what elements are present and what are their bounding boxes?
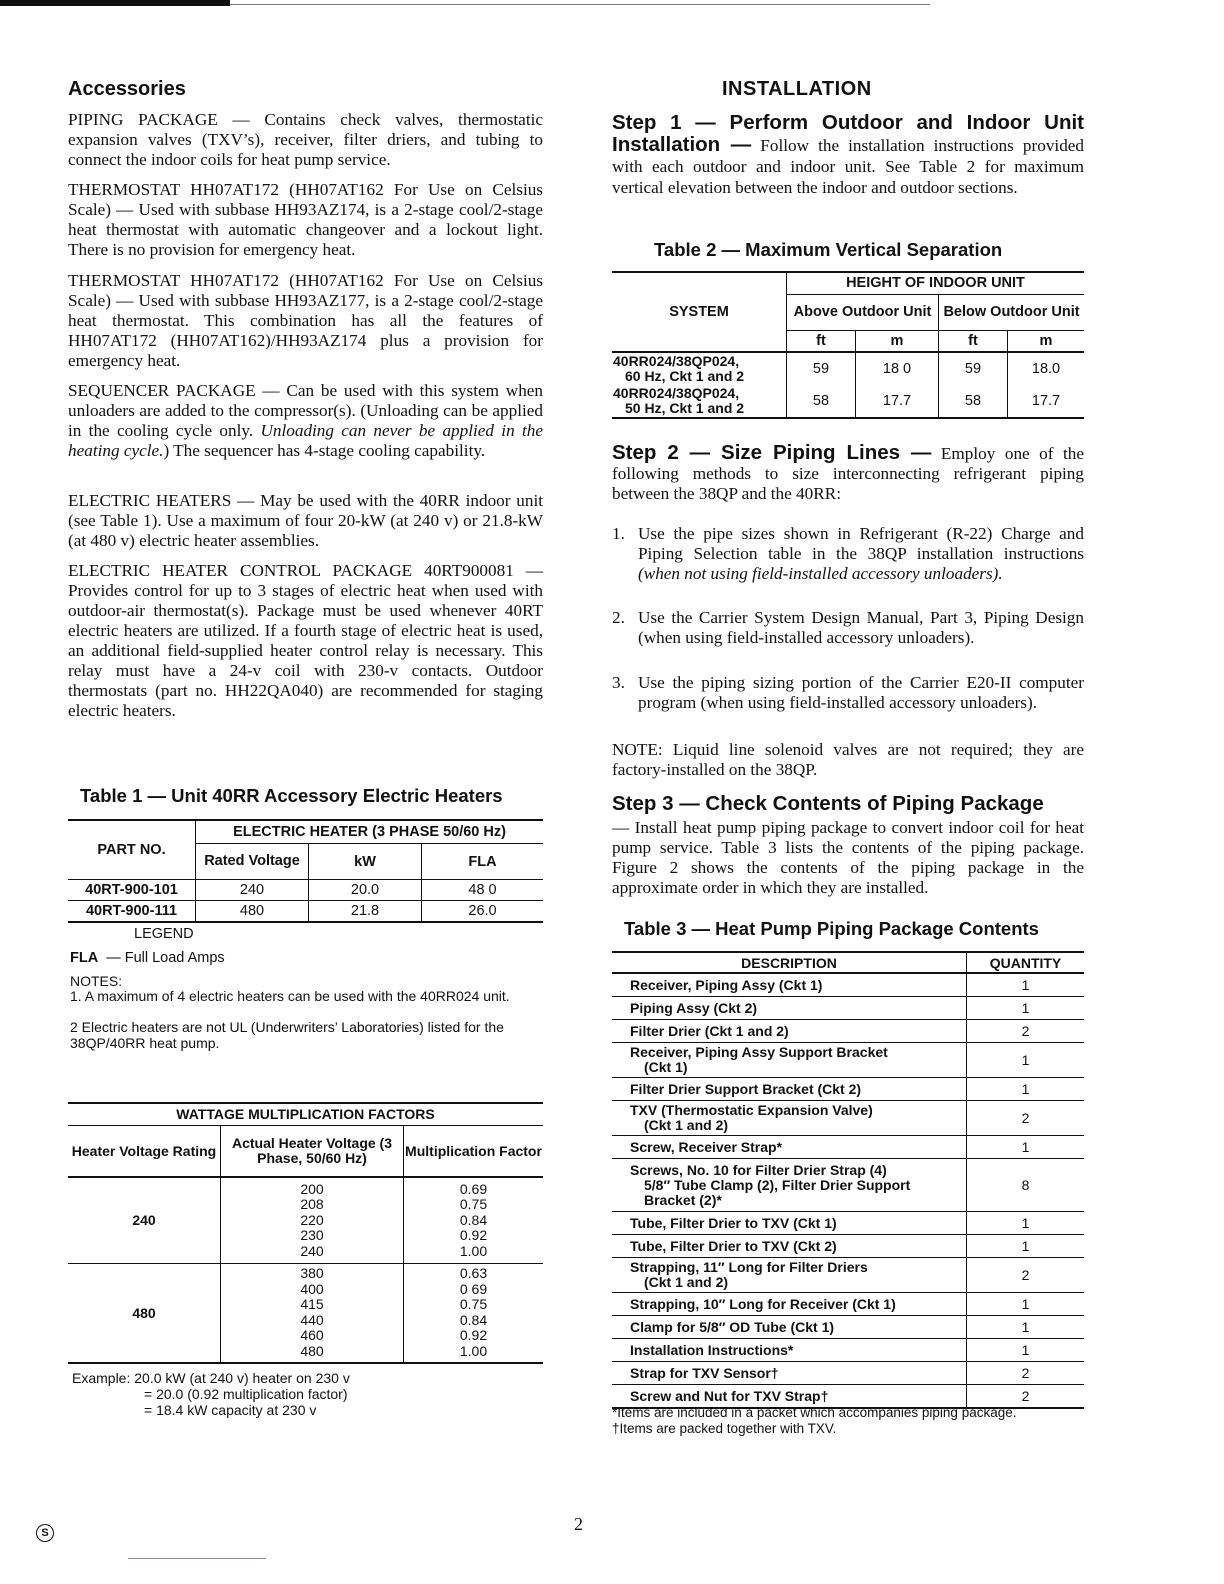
notes-title: NOTES: bbox=[70, 973, 123, 989]
step1-paragraph: Step 1 — Perform Outdoor and Indoor Unit Installation — Follow the installation instructions provided with each outdoor and indoor unit. See Table 2 for maximum vertical elevation between the indoor and outdoor sections. bbox=[612, 111, 1085, 197]
accessories-heading: Accessories bbox=[68, 78, 186, 100]
table3 bbox=[612, 951, 1084, 1409]
table-row: Tube, Filter Drier to TXV (Ckt 1) 1 bbox=[612, 1212, 1084, 1235]
table-row: Clamp for 5/8″ OD Tube (Ckt 1) 1 bbox=[612, 1316, 1084, 1339]
note-1: 1. A maximum of 4 electric heaters can be used with the 40RR024 unit. bbox=[70, 988, 510, 1004]
bottom-rule bbox=[128, 1558, 266, 1559]
table-row: Screw, Receiver Strap* 1 bbox=[612, 1136, 1084, 1159]
table1-partno-header: PART NO. bbox=[68, 820, 196, 880]
table-row: Screw and Nut for TXV Strap† 2 bbox=[612, 1385, 1084, 1409]
table-row: TXV (Thermostatic Expansion Valve) (Ckt 1 and 2) 2 bbox=[612, 1101, 1084, 1136]
top-rule bbox=[0, 0, 230, 6]
page-number: 2 bbox=[574, 1514, 583, 1534]
table2-caption: Table 2 — Maximum Vertical Separation bbox=[654, 239, 1003, 260]
table2-above-header: Above Outdoor Unit bbox=[787, 294, 939, 330]
table-row: Receiver, Piping Assy (Ckt 1) 1 bbox=[612, 973, 1084, 997]
table1-fla-header: FLA bbox=[422, 844, 544, 880]
table-row: Strapping, 10″ Long for Receiver (Ckt 1) 1 bbox=[612, 1293, 1084, 1316]
table-row: Piping Assy (Ckt 2) 1 bbox=[612, 997, 1084, 1020]
table-row: Filter Drier (Ckt 1 and 2) 2 bbox=[612, 1020, 1084, 1043]
table1-voltage-header: Rated Voltage bbox=[196, 844, 309, 880]
step3-title: Step 3 — Check Contents of Piping Package bbox=[612, 792, 1044, 815]
table3-desc-header: DESCRIPTION bbox=[612, 952, 967, 973]
table2: SYSTEM HEIGHT OF INDOOR UNIT Above Outdoor Unit Below Outdoor Unit ft m ft m 40RR024/38QP024, 60 Hz, Ckt 1 and 2 59 18 0 59 18.0 40RR024/38QP024, 50 Hz, Ckt 1 and 2 58 17.7 58 17.7 bbox=[612, 271, 1084, 419]
table1-caption: Table 1 — Unit 40RR Accessory Electric Heaters bbox=[80, 785, 503, 806]
table3-footnotes: *Items are included in a packet which accompanies piping package. †Items are packed together with TXV. bbox=[612, 1405, 1017, 1436]
table3-caption: Table 3 — Heat Pump Piping Package Contents bbox=[624, 918, 1039, 939]
top-thin-rule bbox=[230, 4, 930, 5]
table-row: Installation Instructions* 1 bbox=[612, 1339, 1084, 1362]
wattage-example: Example: 20.0 kW (at 240 v) heater on 230 v = 20.0 (0.92 multiplication factor) = 18.4 kW capacity at 230 v bbox=[72, 1370, 350, 1418]
table-row: Filter Drier Support Bracket (Ckt 2) 1 bbox=[612, 1078, 1084, 1101]
table-row: Receiver, Piping Assy Support Bracket (Ckt 1) 1 bbox=[612, 1043, 1084, 1078]
step2-paragraph: Step 2 — Size Piping Lines — Employ one of the following methods to size interconnecting refrigerant piping between the 38QP and the 40RR: bbox=[612, 441, 1084, 503]
table-row: 240 200 208 220 230 240 0.69 0.75 0.84 0.92 1.00 bbox=[68, 1177, 543, 1263]
table-row: 40RT-900-101 240 20.0 48 0 bbox=[68, 880, 543, 901]
sequencer-paragraph: SEQUENCER PACKAGE — Can be used with this system when unloaders are added to the compressor(s). (Unloading can be applied in the cooling cycle only. Unloading can never be applied in the heating cycle.) The sequencer has 4-stage cooling capability. bbox=[68, 381, 544, 460]
piping-package-paragraph: PIPING PACKAGE — Contains check valves, thermostatic expansion valves (TXV’s), receiver, filter driers, and tubing to connect the indoor coils for heat pump service. bbox=[68, 110, 543, 169]
table2-group-header: HEIGHT OF INDOOR UNIT bbox=[787, 272, 1085, 294]
table-row: Screws, No. 10 for Filter Drier Strap (4) 5/8″ Tube Clamp (2), Filter Drier Support Bracket (2)* 8 bbox=[612, 1159, 1084, 1212]
step2-title: Step 2 — Size Piping Lines — bbox=[612, 441, 932, 464]
legend-title: LEGEND bbox=[134, 926, 194, 942]
wattage-factor-header: Multiplication Factor bbox=[405, 1142, 542, 1159]
table2-below-header: Below Outdoor Unit bbox=[939, 294, 1085, 330]
table-row: Tube, Filter Drier to TXV (Ckt 2) 1 bbox=[612, 1235, 1084, 1258]
note-paragraph: NOTE: Liquid line solenoid valves are not required; they are factory-installed on the 38QP. bbox=[612, 740, 1084, 779]
list-item: 1. Use the pipe sizes shown in Refrigerant (R-22) Charge and Piping Selection table in the 38QP installation instructions (when not using field-installed accessory unloaders). bbox=[612, 524, 1084, 583]
table-row: 40RT-900-111 480 21.8 26.0 bbox=[68, 901, 543, 922]
installation-heading: INSTALLATION bbox=[722, 78, 872, 100]
heater-control-paragraph: ELECTRIC HEATER CONTROL PACKAGE 40RT900081 — Provides control for up to 3 stages of electric heat when used with outdoor-air thermostat(s). Package must be used whenever 40RT electric heaters are utilized. If a fourth stage of electric heat is used, an additional field-supplied heater control relay is necessary. This relay must have a 24-v coil with 230-v contacts. Outdoor thermostats (part no. HH22QA040) are recommended for staging electric heaters. bbox=[68, 561, 544, 720]
thermostat-177-paragraph: THERMOSTAT HH07AT172 (HH07AT162 For Use on Celsius Scale) — Used with subbase HH93AZ177, is a 2-stage cool/2-stage heat thermostat. This combination has all the features of HH07AT172 (HH07AT162)/HH93AZ174 plus a provision for emergency heat. bbox=[68, 271, 543, 370]
table-row: 40RR024/38QP024, 60 Hz, Ckt 1 and 2 59 18 0 59 18.0 bbox=[613, 353, 1061, 384]
table-row: 480 380 400 415 440 460 480 0.63 0 69 0.75 0.84 0.92 1.00 bbox=[68, 1263, 543, 1363]
wattage-title: WATTAGE MULTIPLICATION FACTORS bbox=[176, 1106, 435, 1123]
carrier-logo-icon: S bbox=[36, 1524, 54, 1542]
list-item: 3. Use the piping sizing portion of the Carrier E20-II computer program (when using field-installed accessory unloaders). bbox=[612, 673, 1084, 712]
thermostat-174-paragraph: THERMOSTAT HH07AT172 (HH07AT162 For Use on Celsius Scale) — Used with subbase HH93AZ174, is a 2-stage cool/2-stage heat thermostat with automatic changeover and a lockout light. There is no provision for emergency heat. bbox=[68, 180, 543, 259]
legend-entry: FLA — Full Load Amps bbox=[70, 950, 225, 966]
table1-group-header: ELECTRIC HEATER (3 PHASE 50/60 Hz) bbox=[196, 820, 544, 844]
list-item: 2. Use the Carrier System Design Manual, Part 3, Piping Design (when using field-installed accessory unloaders). bbox=[612, 608, 1084, 647]
note-2: 2 Electric heaters are not UL (Underwriters’ Laboratories) listed for the 38QP/40RR heat pump. bbox=[70, 1019, 504, 1051]
table-row: Strapping, 11″ Long for Filter Driers (Ckt 1 and 2) 2 bbox=[612, 1258, 1084, 1293]
wattage-table bbox=[68, 1102, 543, 1364]
table1 bbox=[68, 819, 543, 923]
table2-system-header: SYSTEM bbox=[612, 272, 787, 352]
step1-title: Step 1 — Perform Outdoor and Indoor Unit Installation — bbox=[612, 111, 1084, 156]
table3-qty-header: QUANTITY bbox=[989, 954, 1062, 971]
wattage-actual-header: Actual Heater Voltage (3 Phase, 50/60 Hz) bbox=[221, 1125, 404, 1177]
wattage-rating-header: Heater Voltage Rating bbox=[68, 1125, 221, 1177]
electric-heaters-paragraph: ELECTRIC HEATERS — May be used with the 40RR indoor unit (see Table 1). Use a maximum of four 20-kW (at 240 v) or 21.8-kW (at 480 v) electric heater assemblies. bbox=[68, 491, 543, 550]
table-row: 40RR024/38QP024, 50 Hz, Ckt 1 and 2 58 17.7 58 17.7 bbox=[612, 385, 1084, 418]
table-row: Strap for TXV Sensor† 2 bbox=[612, 1362, 1084, 1385]
table1-kw-header: kW bbox=[309, 844, 422, 880]
step3-paragraph: — Install heat pump piping package to convert indoor coil for heat pump service. Table 3 lists the contents of the piping package. Figure 2 shows the contents of the piping package in the approximate order in which they are installed. bbox=[612, 818, 1084, 897]
